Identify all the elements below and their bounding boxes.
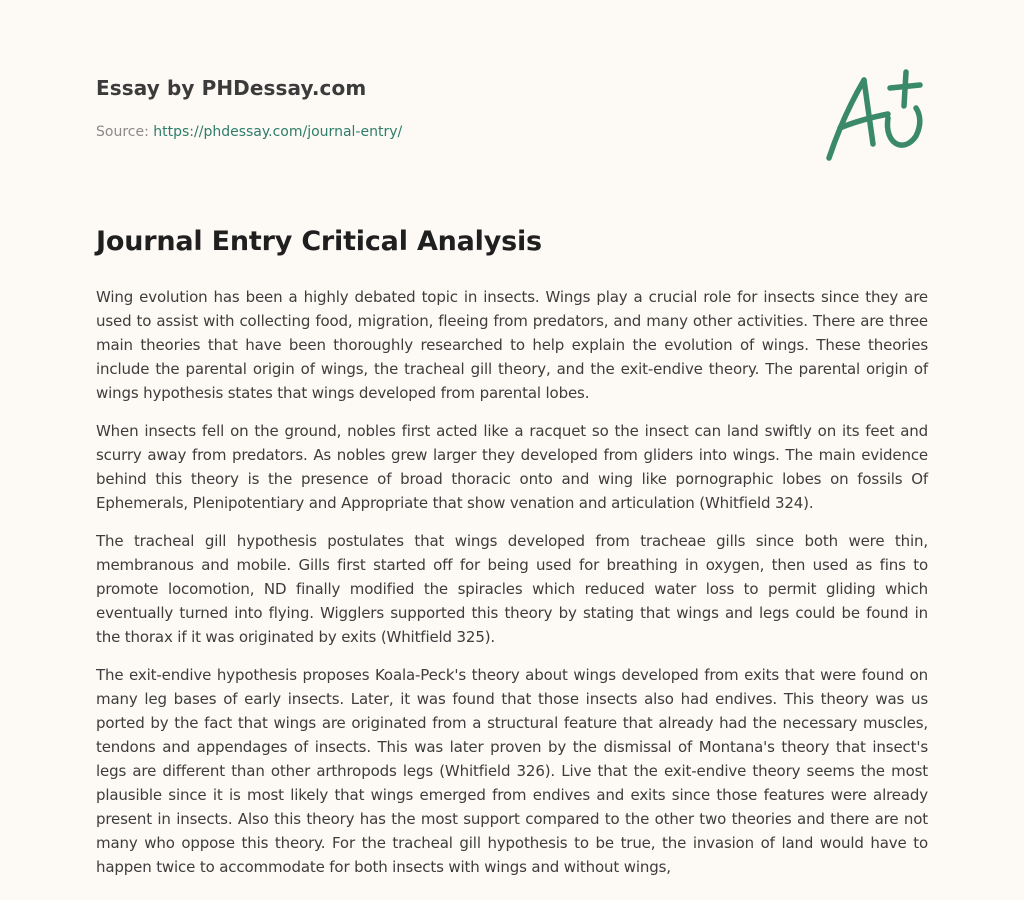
paragraph: The tracheal gill hypothesis postulates that wings developed from tracheae gills since both were thin, membranous and mobile. Gills first started off for being used for breathing in oxygen, then used as fins to promote locomotion, ND finally modified the spiracles which reduced water loss to permit gliding which eventually turned into flying. Wigglers supported this theory by stating that wings and legs could be found in the thorax if it was originated by exits (Whitfield 325).	[96, 532, 928, 646]
source-link[interactable]: https://phdessay.com/journal-entry/	[153, 124, 403, 140]
document-title: Journal Entry Critical Analysis	[96, 226, 542, 257]
paragraph: When insects fell on the ground, nobles first acted like a racquet so the insect can land swiftly on its feet and scurry away from predators. As nobles grew larger they developed from gliders into wings. The main evidence behind this theory is the presence of broad thoracic onto and wing like pornographic lobes on fossils Of Ephemerals, Plenipotentiary and Appropriate that show venation and articulation (Whitfield 324).	[96, 422, 928, 512]
a-plus-logo-icon	[820, 66, 930, 166]
source-line	[96, 124, 402, 140]
paragraph: Wing evolution has been a highly debated topic in insects. Wings play a crucial role for insects since they are used to assist with collecting food, migration, fleeing from predators, and many other activities. There are three main theories that have been thoroughly researched to help explain the evolution of wings. These theories include the parental origin of wings, the tracheal gill theory, and the exit-endive theory. The parental origin of wings hypothesis states that wings developed from parental lobes.	[96, 288, 928, 402]
site-title: Essay by PHDessay.com	[96, 76, 367, 100]
source-label: Source:	[96, 124, 154, 140]
paragraph: The exit-endive hypothesis proposes Koala-Peck's theory about wings developed from exits that were found on many leg bases of early insects. Later, it was found that those insects also had endives. This theory was us ported by the fact that wings are originated from a structural feature that already had the necessary muscles, tendons and appendages of insects. This was later proven by the dismissal of Montana's theory that insect's legs are different than other arthropods legs (Whitfield 326). Live that the exit-endive theory seems the most plausible since it is most likely that wings emerged from endives and exits since those features were already present in insects. Also this theory has the most support compared to the other two theories and there are not many who oppose this theory. For the tracheal gill hypothesis to be true, the invasion of land would have to happen twice to accommodate for both insects with wings and without wings,	[96, 666, 928, 876]
essay-body	[96, 285, 928, 893]
